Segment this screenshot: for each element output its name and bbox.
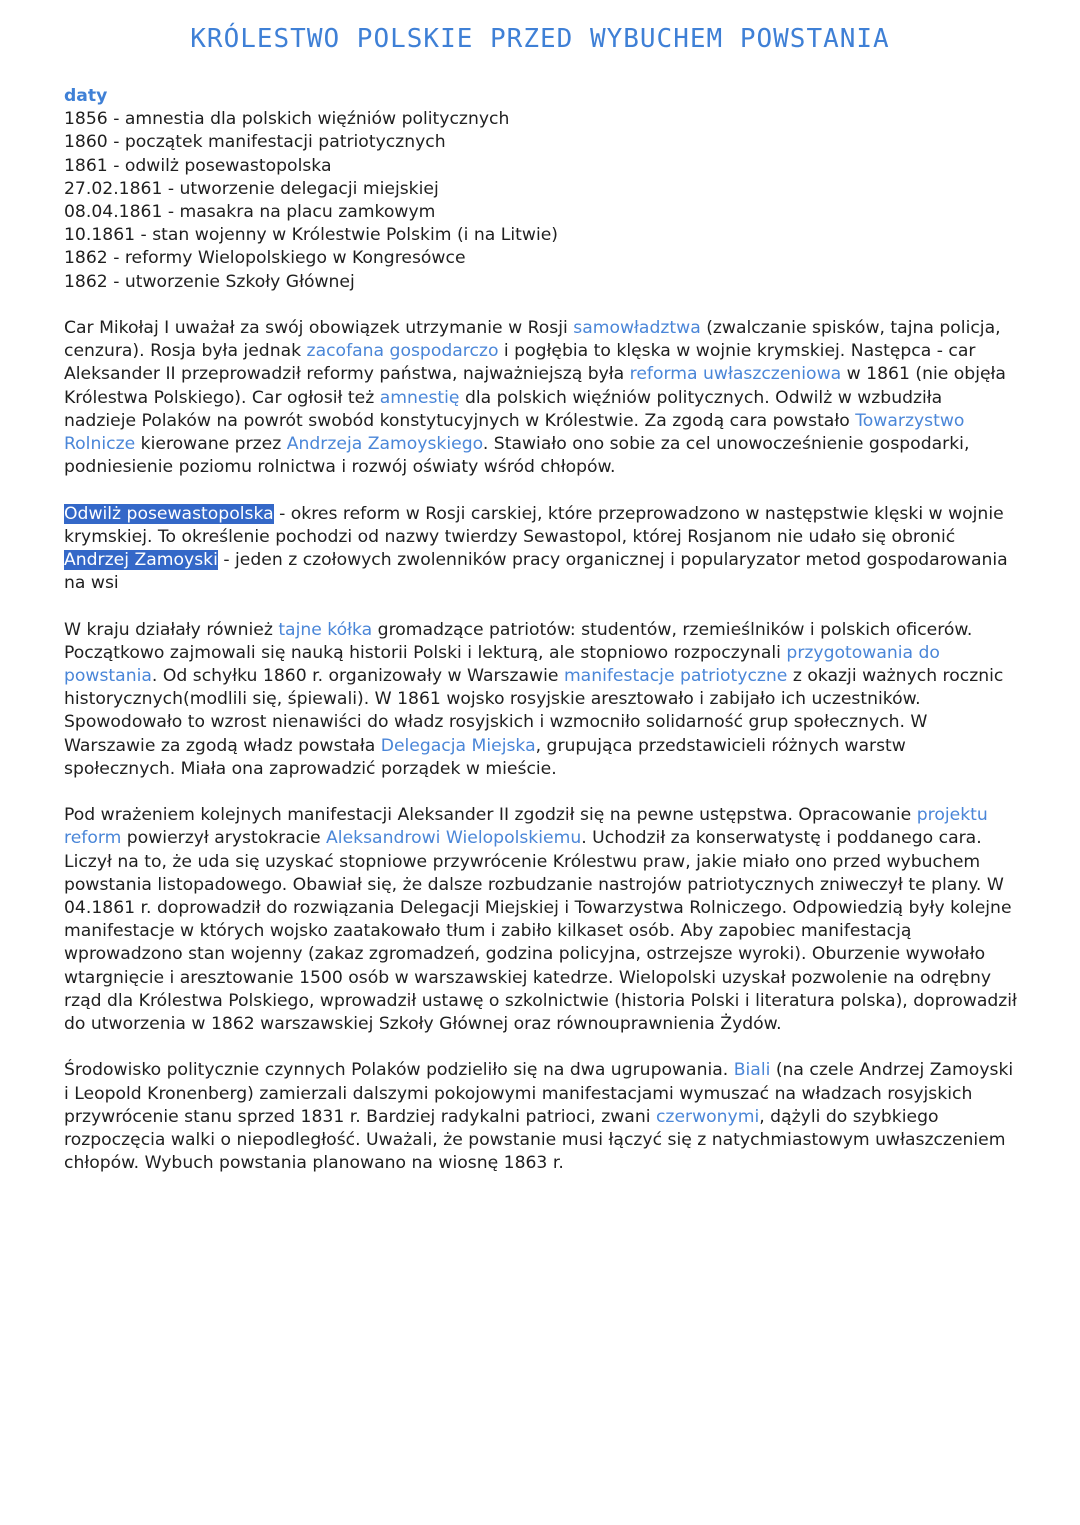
date-item: 27.02.1861 - utworzenie delegacji miejskiej — [64, 178, 439, 199]
paragraph-factions — [64, 1059, 1019, 1175]
keyword: tajne kółka — [278, 619, 373, 640]
keyword: Towarzystwo Rolnicze — [64, 410, 965, 455]
date-item: 10.1861 - stan wojenny w Królestwie Polskim (i na Litwie) — [64, 225, 559, 246]
text-run: (na czele Andrzej Zamoyski i Leopold Kronenberg) zamierzali dalszymi pokojowymi manifestacjami wymuszać na władzach rosyjskich przywrócenie stanu sprzed 1831 r. Bardziej radykalni patrioci, zwani — [64, 1060, 1014, 1127]
definition-text: - jeden z czołowych zwolenników pracy organicznej i popularyzator metod gospodarowania na wsi — [64, 550, 1008, 594]
date-item: 1860 - początek manifestacji patriotycznych — [64, 132, 446, 153]
document-body — [64, 85, 1019, 1175]
date-item: 1856 - amnestia dla polskich więźniów politycznych — [64, 109, 510, 130]
definition-text: - okres reform w Rosji carskiej, które przeprowadzono w następstwie klęski w wojnie krymskiej. To określenie pochodzi od nazwy twierdzy Sewastopol, której Rosjanom nie udało się obronić — [64, 503, 1004, 547]
date-item: 1861 - odwilż posewastopolska — [64, 155, 332, 176]
text-run: i pogłębia to klęska w wojnie krymskiej. Następca - car Aleksander II przeprowadził reformy państwa, najważniejszą była — [64, 341, 976, 385]
text-run: , grupująca przedstawicieli różnych warstw społecznych. Miała ona zaprowadzić porządek w mieście. — [64, 735, 906, 779]
paragraph-secret-circles — [64, 619, 1019, 781]
definition-term: Andrzej Zamoyski — [64, 550, 218, 571]
text-run: gromadzące patriotów: studentów, rzemieślników i polskich oficerów. Początkowo zajmowali się nauką historii Polski i lekturą, ale stopniowo rozpoczynali — [64, 619, 973, 663]
text-run: w 1861 (nie objęła Królestwa Polskiego). Car ogłosił też — [64, 364, 1006, 408]
text-run: Car Mikołaj I uważał za swój obowiązek utrzymanie w Rosji — [64, 318, 574, 339]
text-run: Pod wrażeniem kolejnych manifestacji Aleksander II zgodził się na pewne ustępstwa. Opracowanie — [64, 805, 917, 826]
date-item: 1862 - reformy Wielopolskiego w Kongresówce — [64, 248, 466, 269]
text-run: kierowane przez — [135, 434, 287, 455]
text-run: , dążyli do szybkiego rozpoczęcia walki o niepodległość. Uważali, że powstanie musi łączyć się z natychmiastowym uwłaszczeniem chłopów. Wybuch powstania planowano na wiosnę 1863 r. — [64, 1106, 1006, 1174]
keyword: Aleksandrowi Wielopolskiemu — [326, 828, 582, 849]
text-run: Środowisko politycznie czynnych Polaków podzieliło się na dwa ugrupowania. — [64, 1060, 734, 1081]
keyword: Andrzeja Zamoyskiego — [286, 434, 483, 455]
keyword: Biali — [733, 1060, 771, 1081]
paragraph-wielopolski — [64, 804, 1019, 1036]
keyword: manifestacje patriotyczne — [563, 666, 788, 687]
keyword: przygotowania do powstania — [64, 642, 940, 687]
keyword: projektu reform — [64, 805, 988, 849]
keyword: Delegacja Miejska — [380, 735, 536, 756]
text-run: W kraju działały również — [64, 619, 279, 640]
definitions — [64, 503, 1019, 596]
keyword: reforma uwłaszczeniowa — [629, 364, 842, 385]
page-title: KRÓLESTWO POLSKIE PRZED WYBUCHEM POWSTANIA — [190, 24, 890, 54]
dates-section — [64, 85, 1019, 294]
keyword: czerwonymi — [655, 1106, 760, 1127]
text-run: . Stawiało ono sobie za cel unowocześnienie gospodarki, podniesienie poziomu rolnictwa i rozwój oświaty wśród chłopów. — [64, 434, 970, 478]
text-run: . Od schyłku 1860 r. organizowały w Warszawie — [151, 666, 564, 687]
text-run: powierzył arystokracie — [121, 828, 327, 849]
definition-term: Odwilż posewastopolska — [64, 503, 274, 524]
date-item: 1862 - utworzenie Szkoły Głównej — [64, 271, 355, 292]
dates-label: daty — [64, 86, 108, 106]
keyword: samowładztwa — [573, 318, 701, 339]
text-run: dla polskich więźniów politycznych. Odwilż w wzbudziła nadzieje Polaków na powrót swobód konstytucyjnych w Królestwie. Za zgodą cara powstało — [64, 387, 943, 431]
text-run: (zwalczanie spisków, tajna policja, cenzura). Rosja była jednak — [64, 318, 1001, 362]
keyword: zacofana gospodarczo — [306, 341, 499, 362]
date-item: 08.04.1861 - masakra na placu zamkowym — [64, 202, 436, 223]
keyword: amnestię — [379, 387, 460, 408]
text-run: . Uchodził za konserwatystę i poddanego cara. Liczył na to, że uda się uzyskać stopniowe przywrócenie Królestwu praw, jakie miało ono przed wybuchem powstania listopadowego. Obawiał się, że dalsze rozbudzanie nastrojów patriotycznych zniweczył te plany. W 04.1861 r. doprowadził do rozwiązania Delegacji Miejskiej i Towarzystwa Rolniczego. Odpowiedzią były kolejne manifestacje w których wojsko zaatakowało tłum i zabiło kilkaset osób. Aby zapobiec manifestacją wprowadzono stan wojenny (zakaz zgromadzeń, godzina policyjna, ostrzejsze wyroki). Oburzenie wywołało wtargnięcie i aresztowanie 1500 osób w warszawskiej katedrze. Wielopolski uzyskał pozwolenie na odrębny rząd dla Królestwa Polskiego, wprowadził ustawę o szkolnictwie (historia Polski i literatura polska), doprowadził do utworzenia w 1862 warszawskiej Szkoły Głównej oraz równouprawnienia Żydów. — [64, 828, 1017, 1035]
text-run: z okazji ważnych rocznic historycznych(modlili się, śpiewali). W 1861 wojsko rosyjskie aresztowało i zabijało ich uczestników. Spowodowało to wzrost nienawiści do władz rosyjskich i wzmocniło solidarność grup społecznych. W Warszawie za zgodą władz powstała — [64, 666, 1004, 756]
paragraph-reforms — [64, 317, 1019, 479]
